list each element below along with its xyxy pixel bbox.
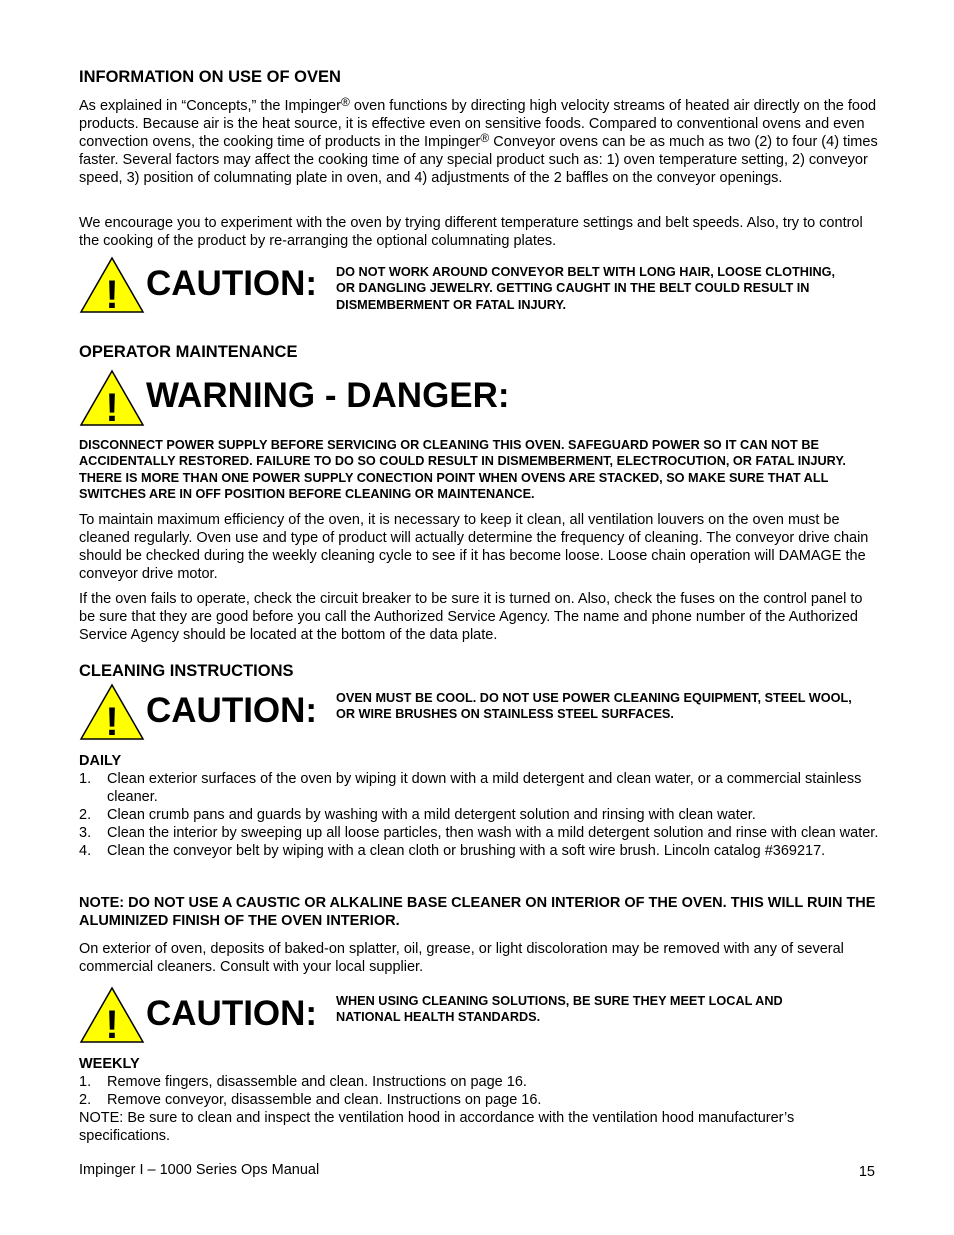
svg-text:!: ! [105,386,119,427]
section-heading-oven-use: INFORMATION ON USE OF OVEN [79,68,341,86]
caution-text-conveyor: DO NOT WORK AROUND CONVEYOR BELT WITH LONG HAIR, LOOSE CLOTHING, OR DANGLING JEWELRY. GETTING CAUGHT IN THE BELT COULD RESULT IN DISMEMBERMENT OR FATAL INJURY. [336,265,836,312]
list-item: 2. Clean crumb pans and guards by washing with a mild detergent solution and rinsing with clean water. [79,807,756,823]
svg-text:!: ! [105,1003,119,1044]
list-item: 4. Clean the conveyor belt by wiping with a clean cloth or brushing with a soft wire brush. Lincoln catalog #369217. [79,843,826,859]
caution-warning-icon [79,986,145,1044]
daily-note: NOTE: DO NOT USE A CAUSTIC OR ALKALINE BASE CLEANER ON INTERIOR OF THE OVEN. THIS WILL RUIN THE ALUMINIZED FINISH OF THE OVEN INTERIOR. [79,895,876,929]
svg-text:!: ! [105,273,119,314]
warning-danger-label: WARNING - DANGER: [146,376,510,415]
daily-heading: DAILY [79,753,122,769]
maintenance-paragraph: To maintain maximum efficiency of the oven, it is necessary to keep it clean, all ventilation louvers on the oven must be cleaned regularly. Oven use and type of product will actually determine the frequency of cleaning. The conveyor drive chain should be checked during the weekly cleaning cycle to see if it has become loose. Loose chain operation will DAMAGE the conveyor drive motor. [79,512,869,582]
list-item: 3. Clean the interior by sweeping up all loose particles, then wash with a mild detergent solution and rinse with clean water. [79,825,879,841]
list-item: 1. Remove fingers, disassemble and clean. Instructions on page 16. [79,1074,527,1090]
caution-label: CAUTION: [146,691,318,730]
weekly-list [79,1073,879,1109]
section-heading-cleaning: CLEANING INSTRUCTIONS [79,662,294,680]
weekly-note: NOTE: Be sure to clean and inspect the ventilation hood in accordance with the ventilation hood manufacturer’s specifications. [79,1110,795,1144]
caution-text-solutions: WHEN USING CLEANING SOLUTIONS, BE SURE THEY MEET LOCAL AND NATIONAL HEALTH STANDARDS. [336,994,783,1025]
caution-warning-icon [79,256,145,314]
footer-manual-title: Impinger I – 1000 Series Ops Manual [79,1162,320,1178]
warning-danger-text: DISCONNECT POWER SUPPLY BEFORE SERVICING OR CLEANING THIS OVEN. SAFEGUARD POWER SO IT CAN NOT BE ACCIDENTALLY RESTORED. FAILURE TO DO SO COULD RESULT IN DISMEMBERMENT, ELECTROCUTION, OR FATAL INJURY. THERE IS MORE THAN ONE POWER SUPPLY CONECTION POINT WHEN OVENS ARE STACKED, SO MAKE SURE THAT ALL SWITCHES ARE IN OFF POSITION BEFORE CLEANING OR MAINTENANCE. [79,438,846,502]
warning-danger-icon [79,369,145,427]
caution-warning-icon [79,683,145,741]
experiment-paragraph: We encourage you to experiment with the oven by trying different temperature settings and belt speeds. Also, try to control the cooking of the product by re-arranging the optional columnating plates. [79,215,863,249]
caution-label: CAUTION: [146,994,318,1033]
registered-mark: ® [480,131,490,145]
daily-list [79,770,879,860]
list-item: 1. Clean exterior surfaces of the oven by wiping it down with a mild detergent and clean water, or a commercial stainless cleaner. [79,771,862,805]
exterior-paragraph: On exterior of oven, deposits of baked-on splatter, oil, grease, or light discoloration may be removed with any of several commercial cleaners. Consult with your local supplier. [79,941,844,975]
list-item: 2. Remove conveyor, disassemble and clean. Instructions on page 16. [79,1092,542,1108]
caution-label: CAUTION: [146,264,318,303]
oven-use-paragraph: As explained in “Concepts,” the Impinger® oven functions by directing high velocity streams of heated air directly on the food products. Because air is the heat source, it is effective even on sensitive foods. Compared to conventional ovens and even convection ovens, the cooking time of products in the Impinger® Conveyor ovens can be as much as two (2) to four (4) times faster. Several factors may affect the cooking time of any special product such as: 1) oven temperature setting, 2) conveyor speed, 3) position of columnating plate in oven, and 4) adjustments of the 2 baffles on the conveyor openings. [79,95,878,186]
svg-text:!: ! [105,700,119,741]
troubleshoot-paragraph: If the oven fails to operate, check the circuit breaker to be sure it is turned on. Also, check the fuses on the control panel to be sure that they are good before you call the Authorized Service Agency. The name and phone number of the Authorized Service Agency should be located at the bottom of the data plate. [79,591,863,643]
registered-mark: ® [340,95,350,109]
page-number: 15 [858,1164,875,1180]
weekly-heading: WEEKLY [79,1056,140,1072]
caution-text-cool: OVEN MUST BE COOL. DO NOT USE POWER CLEANING EQUIPMENT, STEEL WOOL, OR WIRE BRUSHES ON STAINLESS STEEL SURFACES. [336,691,852,722]
section-heading-maintenance: OPERATOR MAINTENANCE [79,343,298,361]
